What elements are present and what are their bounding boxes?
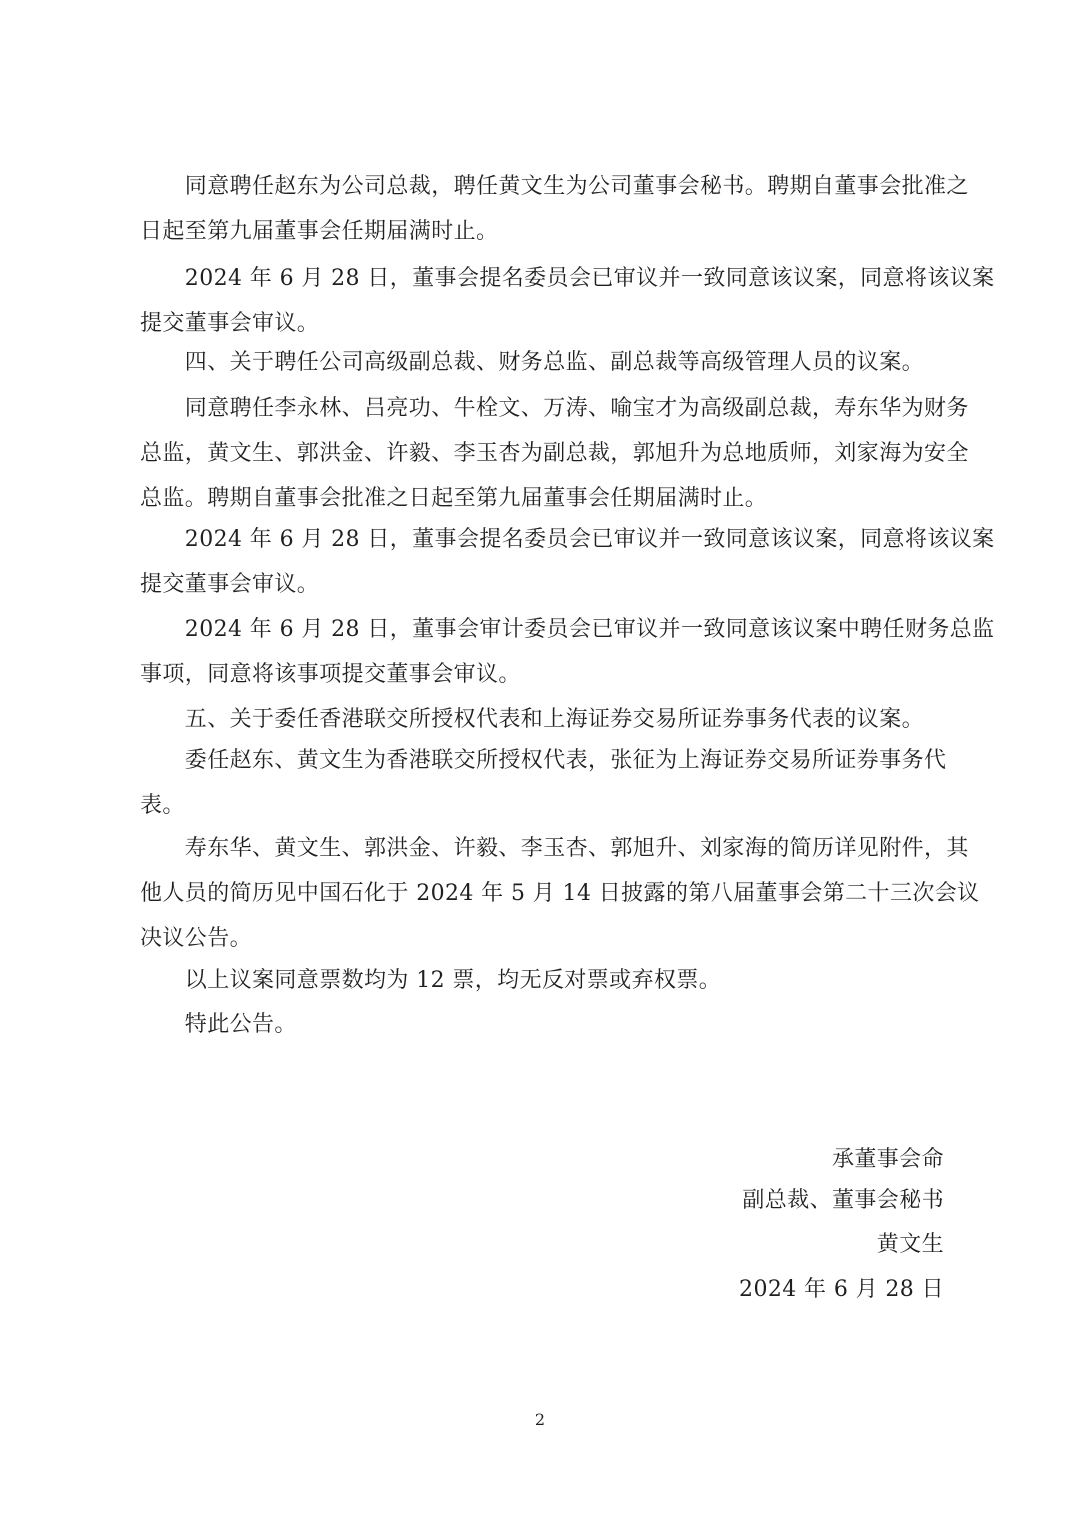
paragraph-audit-committee-review: 2024 年 6 月 28 日，董事会审计委员会已审议并一致同意该议案中聘任财务总监 事项，同意将该事项提交董事会审议。 (140, 617, 995, 687)
paragraph-appoint-president: 同意聘任赵东为公司总裁，聘任黄文生为公司董事会秘书。聘期自董事会批准之 日起至第九届董事会任期届满时止。 (140, 174, 969, 244)
signature-date: 2024 年 6 月 28 日 (739, 1277, 944, 1302)
paragraph-nomination-committee-review-2: 2024 年 6 月 28 日，董事会提名委员会已审议并一致同意该议案，同意将该议案 提交董事会审议。 (140, 527, 995, 597)
signature-by-order: 承董事会命 (831, 1147, 944, 1172)
signature-name: 黄文生 (876, 1232, 944, 1257)
paragraph-section-five-heading: 五、关于委任香港联交所授权代表和上海证券交易所证券事务代表的议案。 (140, 707, 925, 732)
paragraph-resumes: 寿东华、黄文生、郭洪金、许毅、李玉杏、郭旭升、刘家海的简历详见附件，其 他人员的简历见中国石化于 2024 年 5 月 14 日披露的第八届董事会第二十三次会议 决议公告。 (140, 836, 980, 951)
paragraph-section-four-heading: 四、关于聘任公司高级副总裁、财务总监、副总裁等高级管理人员的议案。 (140, 350, 925, 375)
paragraph-vote-result: 以上议案同意票数均为 12 票，均无反对票或弃权票。 (140, 968, 722, 993)
page-number: 2 (534, 1410, 546, 1429)
paragraph-appoint-senior-management: 同意聘任李永林、吕亮功、牛栓文、万涛、喻宝才为高级副总裁，寿东华为财务 总监，黄文生、郭洪金、许毅、李玉杏为副总裁，郭旭升为总地质师，刘家海为安全 总监。聘期自董事会批准之日起至第九届董事会任期届满时止。 (140, 396, 969, 511)
signature-title: 副总裁、董事会秘书 (742, 1188, 944, 1213)
paragraph-nomination-committee-review-1: 2024 年 6 月 28 日，董事会提名委员会已审议并一致同意该议案，同意将该议案 提交董事会审议。 (140, 266, 995, 336)
paragraph-closing: 特此公告。 (140, 1012, 297, 1037)
paragraph-authorized-representatives: 委任赵东、黄文生为香港联交所授权代表，张征为上海证券交易所证券事务代 表。 (140, 748, 947, 818)
